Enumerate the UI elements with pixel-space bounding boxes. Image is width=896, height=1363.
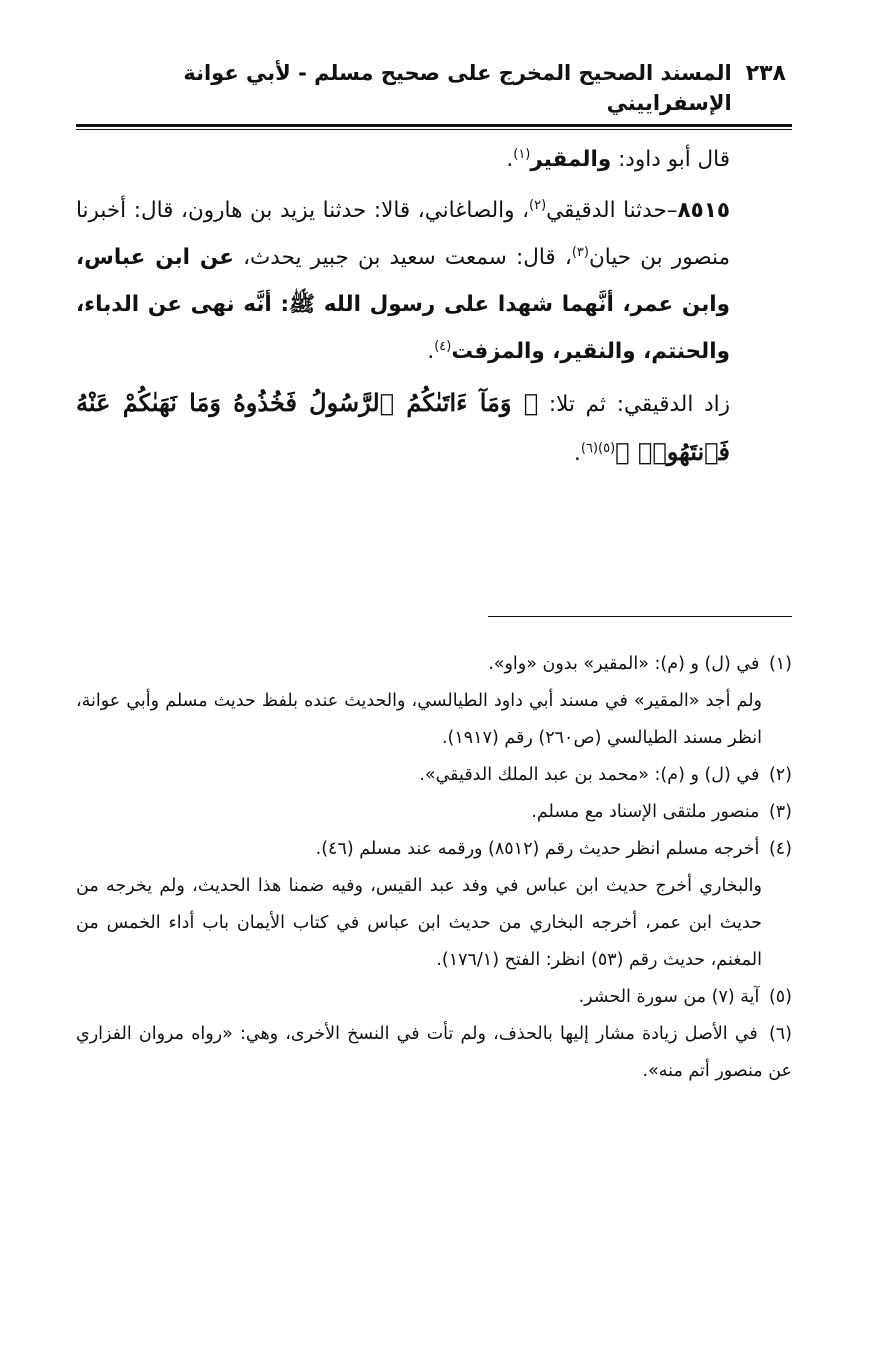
footnote-number: (٣) (768, 802, 792, 822)
header-rule-thick (76, 124, 792, 127)
footnote-1-continuation: ولم أجد «المقير» في مسند أبي داود الطيالسي، والحديث عنده بلفظ حديث مسلم وأبي عوانة، انظر مسند الطيالسي (ص٢٦٠) رقم (١٩١٧). (76, 691, 762, 748)
footnote-ref-4: (٤) (434, 338, 452, 354)
hadith-text-2: ، والصاغاني، قالا: حدثنا يزيد بن هارون، قال: أخبرنا منصور بن حيان (76, 198, 730, 270)
footnote-4 (76, 831, 792, 868)
p1-footnote-ref: (١) (513, 146, 531, 162)
footnote-6 (76, 1016, 792, 1090)
footnote-1 (76, 646, 792, 683)
footnote-text: أخرجه مسلم انظر حديث رقم (٨٥١٢) ورقمه عند مسلم (٤٦). (315, 839, 760, 859)
footnote-separator (488, 616, 792, 617)
hadith-end: . (427, 339, 435, 364)
paragraph-abu-dawud (76, 136, 792, 183)
hadith-matn: عن ابن عباس، وابن عمر، أنَّهما شهدا على رسول الله ﷺ: أنَّه نهى عن الدباء، والحنتم، والنقير، والمزفت (76, 245, 730, 364)
page-number: ٢٣٨ (745, 61, 786, 86)
p1-prefix: قال أبو داود: (611, 147, 730, 172)
footnote-number: (٥) (768, 987, 792, 1007)
header-rule-thin (76, 129, 792, 130)
footnote-ref-3: (٣) (571, 244, 589, 260)
footnote-number: (٦) (768, 1024, 792, 1044)
hadith-8515 (76, 187, 792, 375)
p3-end: . (574, 441, 581, 466)
paragraph-quran (76, 379, 792, 477)
footnote-2 (76, 757, 792, 794)
footnote-4-continuation: والبخاري أخرج حديث ابن عباس في وفد عبد القيس، وفيه ضمنا هذا الحديث، ولم يخرجه من حديث ابن عمر، أخرجه البخاري من حديث ابن عباس في كتاب الأيمان باب أداء الخمس من المغنم، حديث رقم (٥٣) انظر: الفتح (١٧٦/١). (76, 876, 762, 970)
footnote-number: (٢) (768, 765, 792, 785)
quran-verse: ﴿ وَمَآ ءَاتَىٰكُمُ ٱلرَّسُولُ فَخُذُوهُ وَمَا نَهَىٰكُمْ عَنْهُ فَٱنتَهُوا۟ ﴾ (76, 388, 730, 466)
footnote-text: آية (٧) من سورة الحشر. (578, 987, 760, 1007)
p3-prefix: زاد الدقيقي: ثم تلا: (538, 392, 731, 417)
p1-bold: والمقير (530, 147, 612, 172)
footnote-text: في الأصل زيادة مشار إليها بالحذف، ولم تأت في النسخ الأخرى، وهي: «رواه مروان الفزاري عن منصور أتم منه». (76, 1024, 792, 1081)
footnote-number: (١) (768, 654, 792, 674)
running-header (76, 58, 792, 118)
footnotes (76, 646, 792, 1090)
footnote-text: في (ل) و (م): «محمد بن عبد الملك الدقيقي». (419, 765, 760, 785)
hadith-number: ٨٥١٥ (677, 198, 730, 223)
footnote-text: منصور ملتقى الإسناد مع مسلم. (531, 802, 760, 822)
footnote-number: (٤) (768, 839, 792, 859)
footnote-ref-2: (٢) (529, 197, 547, 213)
footnote-ref-5-6: (٥)(٦) (580, 440, 616, 456)
p1-suffix: . (506, 147, 514, 172)
book-title: المسند الصحيح المخرج على صحيح مسلم - لأبي عوانة الإسفراييني (183, 61, 732, 115)
book-page (76, 58, 792, 1081)
footnote-3 (76, 794, 792, 831)
hadith-text-3: ، قال: سمعت سعيد بن جبير يحدث، (233, 245, 572, 270)
hadith-text-1: –حدثنا الدقيقي (546, 198, 678, 223)
footnote-text: في (ل) و (م): «المقير» بدون «واو». (488, 654, 760, 674)
footnote-5 (76, 979, 792, 1016)
